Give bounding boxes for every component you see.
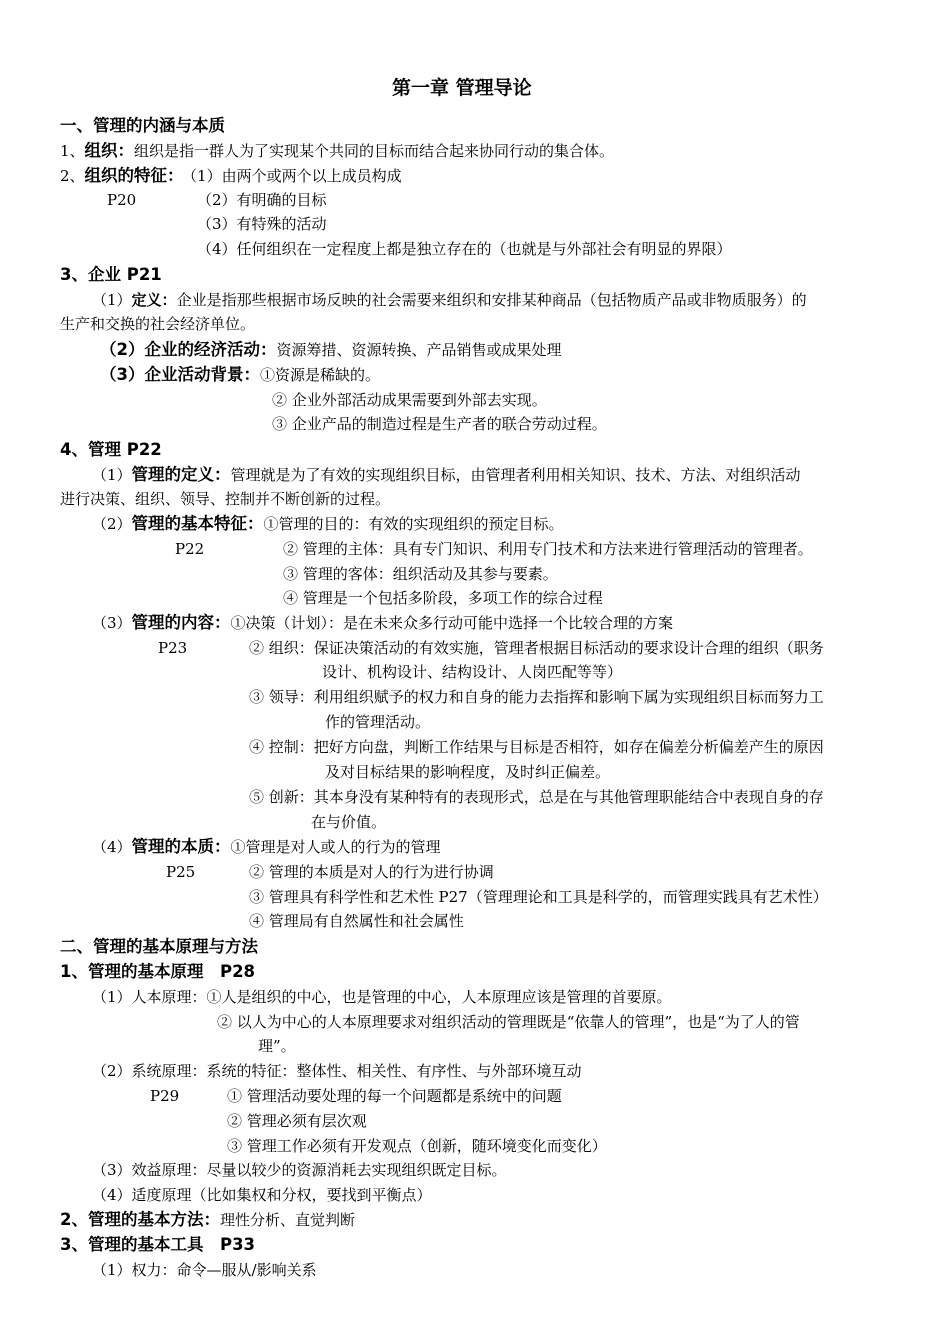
definition-text: 组织是指一群人为了实现某个共同的目标而结合起来协同行动的集合体。 <box>134 142 615 160</box>
list-item: ③ 管理具有科学性和艺术性 P27（管理理论和工具是科学的，而管理实践具有艺术性） <box>249 888 828 906</box>
section-heading-1: 一、管理的内涵与本质 <box>60 116 225 135</box>
paragraph-power: （1）权力：命令—服从/影响关系 <box>92 1261 317 1279</box>
paragraph-basic-features <box>92 513 564 535</box>
list-item: ③ 领导：利用组织赋予的权力和自身的能力去指挥和影响下属为实现组织目标而努力工 <box>249 688 824 706</box>
list-item: （4）任何组织在一定程度上都是独立存在的（也就是与外部社会有明显的界限） <box>197 240 732 258</box>
page-title: 第一章 管理导论 <box>392 77 532 99</box>
page-reference: P25 <box>166 863 196 881</box>
list-item: ③ 管理工作必须有开发观点（创新，随环境变化而变化） <box>227 1137 607 1155</box>
paragraph-organization <box>60 140 614 162</box>
text-line: 作的管理活动。 <box>325 713 431 731</box>
paragraph-system-principle: （2）系统原理：系统的特征：整体性、相关性、有序性、与外部环境互动 <box>92 1062 582 1080</box>
text-line: 在与价值。 <box>311 813 387 831</box>
text-line: 及对目标结果的影响程度，及时纠正偏差。 <box>325 763 611 781</box>
term-label: 管理的内容： <box>131 613 231 632</box>
section-heading-2: 二、管理的基本原理与方法 <box>60 937 258 956</box>
item-number: （2） <box>92 515 132 533</box>
list-item: ② 管理的主体：具有专门知识、利用专门技术和方法来进行管理活动的管理者。 <box>283 540 813 558</box>
subsection-heading: 1、管理的基本原理 P28 <box>60 962 256 981</box>
term-label: 管理的基本特征： <box>131 514 264 533</box>
list-item: ④ 管理是一个包括多阶段，多项工作的综合过程 <box>283 589 603 607</box>
list-item: （1）由两个或两个以上成员构成 <box>189 167 402 185</box>
list-item: ② 组织：保证决策活动的有效实施，管理者根据目标活动的要求设计合理的组织（职务 <box>249 639 824 657</box>
term-label: 2、管理的基本方法： <box>60 1210 220 1229</box>
item-number: （3） <box>92 614 132 632</box>
list-item: ③ 管理的客体：组织活动及其参与要素。 <box>283 565 558 583</box>
list-item: ② 以人为中心的人本原理要求对组织活动的管理既是“依靠人的管理”，也是“为了人的管 <box>217 1013 800 1031</box>
page-reference: P22 <box>175 540 205 558</box>
list-item: ② 管理必须有层次观 <box>227 1112 367 1130</box>
list-item: ①资源是稀缺的。 <box>259 366 380 384</box>
term-label: （3）企业活动背景： <box>100 365 260 384</box>
list-item: ⑤ 创新：其本身没有某种特有的表现形式，总是在与其他管理职能结合中表现自身的存 <box>249 788 824 806</box>
page-reference: P29 <box>150 1087 180 1105</box>
page-reference: P23 <box>158 639 188 657</box>
list-item: ①决策（计划）：是在未来众多行动可能中选择一个比较合理的方案 <box>230 614 674 632</box>
paragraph-human-principle: （1）人本原理：①人是组织的中心，也是管理的中心，人本原理应该是管理的首要原。 <box>92 988 672 1006</box>
paragraph-management-def <box>92 464 801 486</box>
definition-text: 理性分析、直觉判断 <box>219 1211 355 1229</box>
paragraph-management-essence <box>92 836 441 858</box>
term-label: 组织的特征： <box>84 166 184 185</box>
paragraph-activity-background <box>100 364 380 386</box>
list-item: ④ 控制：把好方向盘，判断工作结果与目标是否相符，如存在偏差分析偏差产生的原因 <box>249 738 824 756</box>
page-reference: P20 <box>107 191 137 209</box>
list-item: ③ 企业产品的制造过程是生产者的联合劳动过程。 <box>272 415 607 433</box>
paragraph-moderation-principle: （4）适度原理（比如集权和分权，要找到平衡点） <box>92 1186 432 1204</box>
text-line: 进行决策、组织、领导、控制并不断创新的过程。 <box>60 490 391 508</box>
paragraph-management-content <box>92 612 673 634</box>
text-line: 设计、机构设计、结构设计、人岗匹配等等） <box>322 663 623 681</box>
subsection-heading: 4、管理 P22 <box>60 440 162 459</box>
term-label: 组织： <box>84 141 135 160</box>
item-number: 2、 <box>60 167 85 185</box>
definition-text: 资源筹措、资源转换、产品销售或成果处理 <box>276 341 562 359</box>
subsection-basic-methods <box>60 1209 355 1231</box>
list-item: （3）有特殊的活动 <box>197 215 327 233</box>
list-item: ② 企业外部活动成果需要到外部去实现。 <box>272 391 547 409</box>
text-line: 生产和交换的社会经济单位。 <box>60 315 256 333</box>
list-item: ①管理是对人或人的行为的管理 <box>230 838 441 856</box>
item-number: （4） <box>92 838 132 856</box>
subsection-heading: 3、企业 P21 <box>60 265 162 284</box>
paragraph-org-features <box>60 165 402 187</box>
term-label: 管理的本质： <box>131 837 231 856</box>
definition-text: 企业是指那些根据市场反映的社会需要来组织和安排某种商品（包括物质产品或非物质服务）的 <box>176 291 807 309</box>
paragraph-enterprise-def <box>92 289 807 311</box>
text-line: 理”。 <box>258 1037 296 1055</box>
item-number: （1） <box>92 466 132 484</box>
definition-text: 管理就是为了有效的实现组织目标，由管理者利用相关知识、技术、方法、对组织活动 <box>230 466 801 484</box>
term-label: （2）企业的经济活动： <box>100 340 277 359</box>
list-item: （2）有明确的目标 <box>197 191 327 209</box>
term-label: 管理的定义： <box>131 465 231 484</box>
item-number: 1、 <box>60 142 85 160</box>
subsection-heading: 3、管理的基本工具 P33 <box>60 1235 256 1254</box>
list-item: ①管理的目的：有效的实现组织的预定目标。 <box>263 515 564 533</box>
item-number: （1） <box>92 291 132 309</box>
list-item: ① 管理活动要处理的每一个问题都是系统中的问题 <box>227 1087 562 1105</box>
paragraph-econ-activity <box>100 339 562 361</box>
list-item: ② 管理的本质是对人的行为进行协调 <box>249 863 494 881</box>
paragraph-efficiency-principle: （3）效益原理：尽量以较少的资源消耗去实现组织既定目标。 <box>92 1161 507 1179</box>
list-item: ④ 管理局有自然属性和社会属性 <box>249 912 464 930</box>
term-label: 定义： <box>131 291 177 309</box>
